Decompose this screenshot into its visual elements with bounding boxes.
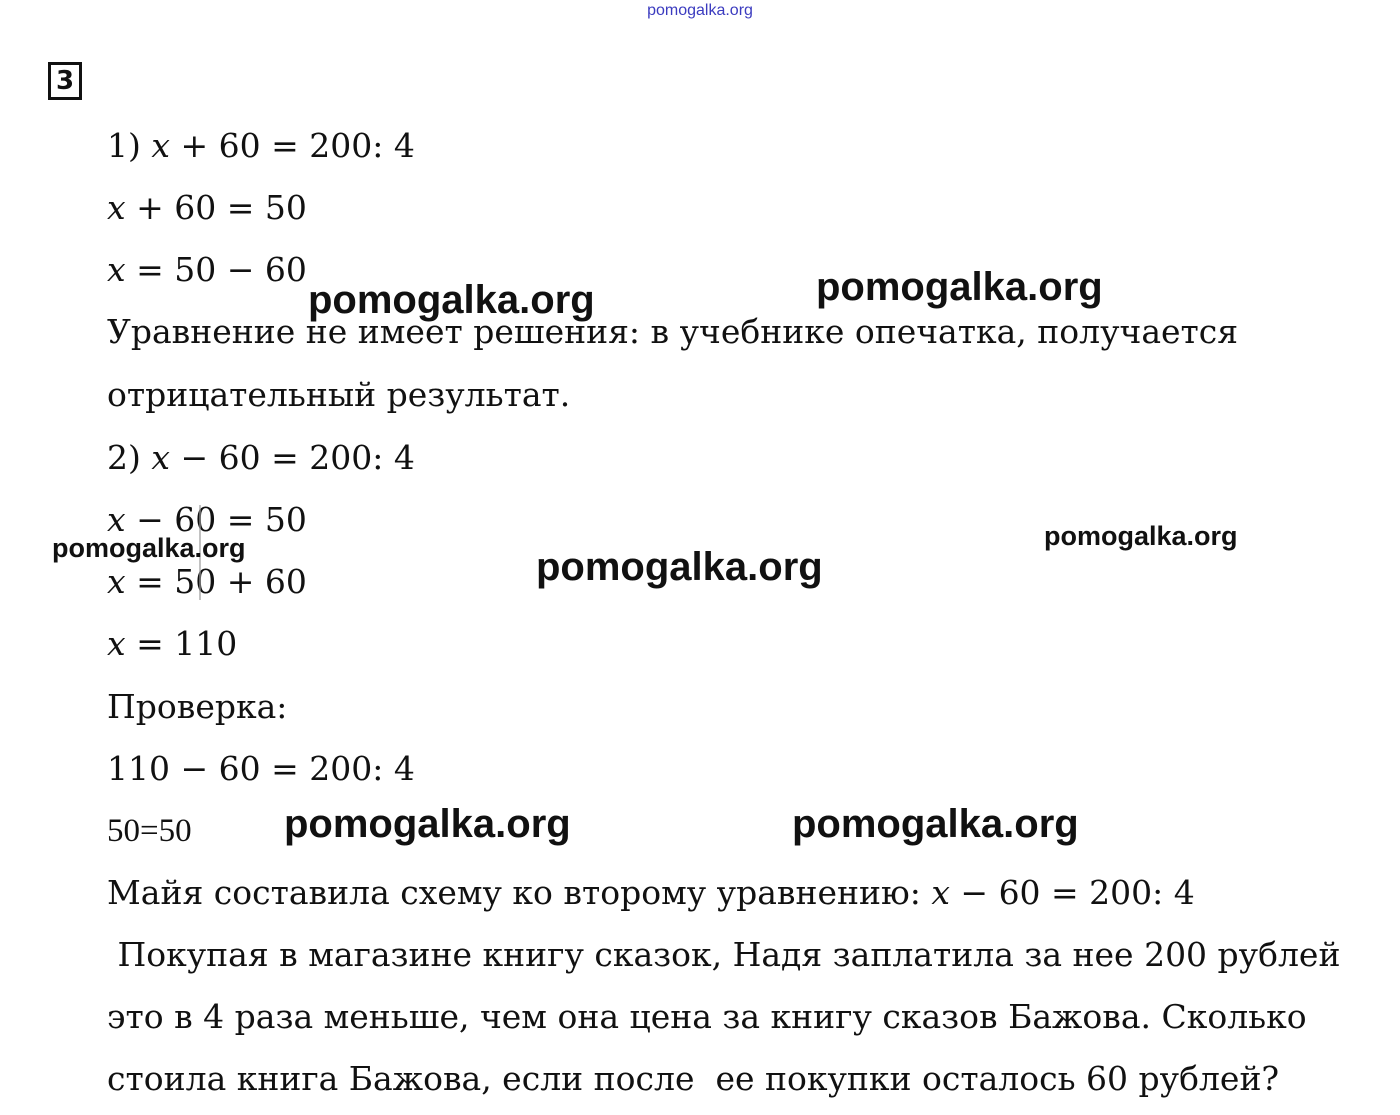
text-line: Уравнение не имеет решения: в учебнике опечатка, получается <box>107 312 1239 351</box>
equation-line: 1) 𝑥 + 60 = 200: 4 <box>107 126 415 165</box>
text-line: стоила книга Бажова, если после ее покупки осталось 60 рублей? <box>107 1059 1280 1098</box>
watermark: pomogalka.org <box>284 802 571 846</box>
equation-line: 𝑥 − 60 = 50 <box>107 500 307 539</box>
equation-line: 𝑥 + 60 = 50 <box>107 188 307 227</box>
watermark: pomogalka.org <box>1044 521 1238 551</box>
watermark: pomogalka.org <box>536 545 823 589</box>
text-line: это в 4 раза меньше, чем она цена за книгу сказов Бажова. Сколько <box>107 997 1307 1036</box>
text-line: Майя составила схему ко второму уравнению: 𝑥 − 60 = 200: 4 <box>107 873 1195 912</box>
watermark: pomogalka.org <box>308 278 595 322</box>
text-line: Покупая в магазине книгу сказок, Надя заплатила за нее 200 рублей <box>107 935 1341 974</box>
equation-line: 110 − 60 = 200: 4 <box>107 749 415 788</box>
equation-line: 50=50 <box>107 813 192 849</box>
equation-line: 𝑥 = 110 <box>107 624 238 663</box>
equation-line: 𝑥 = 50 − 60 <box>107 250 307 289</box>
header-watermark: pomogalka.org <box>647 2 753 19</box>
equation-line: 𝑥 = 50 + 60 <box>107 562 307 601</box>
watermark: pomogalka.org <box>816 265 1103 309</box>
watermark: pomogalka.org <box>792 802 1079 846</box>
watermark: pomogalka.org <box>52 533 246 563</box>
equation-line: 2) 𝑥 − 60 = 200: 4 <box>107 438 415 477</box>
text-line: отрицательный результат. <box>107 375 571 414</box>
task-number-box: 3 <box>48 62 82 100</box>
text-line: Проверка: <box>107 687 288 726</box>
